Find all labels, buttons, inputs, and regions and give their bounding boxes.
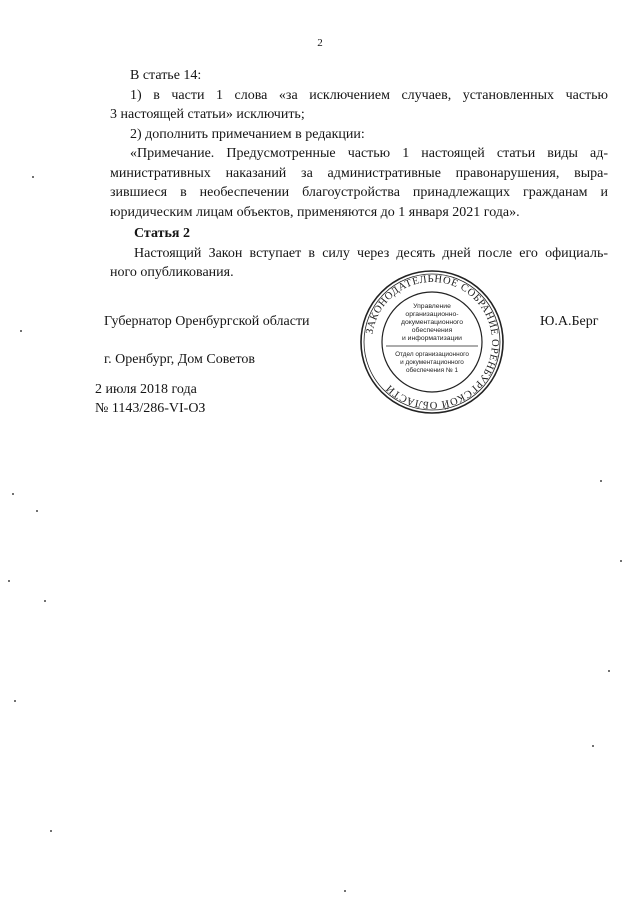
scan-speck	[600, 480, 602, 482]
stamp-inner-bottom-1: и документационного	[400, 359, 464, 366]
article14-note-line2: министративных наказаний за административные правонарушения, выра-	[110, 165, 608, 181]
article14-note-line3: зившиеся в необеспечении благоустройства принадлежащих гражданам и	[110, 185, 608, 200]
article14-note-line4: юридическим лицам объектов, применяются до 1 января 2021 года».	[110, 204, 520, 220]
stamp-inner-top-0: Управление	[413, 303, 451, 310]
official-stamp	[358, 268, 506, 416]
scan-speck	[12, 493, 14, 495]
stamp-outer-text: ЗАКОНОДАТЕЛЬНОЕ СОБРАНИЕ ОРЕНБУРГСКОЙ ОБЛАСТИ	[364, 273, 501, 411]
article2-title: Статья 2	[134, 226, 190, 241]
scan-speck	[50, 830, 52, 832]
stamp-seal-icon	[358, 268, 506, 416]
article14-item1-line1: 1) в части 1 слова «за исключением случаев, установленных частью	[130, 87, 608, 103]
article2-line2: ного опубликования.	[110, 265, 234, 280]
article14-note-line1: «Примечание. Предусмотренные частью 1 настоящей статьи виды ад-	[130, 146, 608, 161]
signing-place: г. Оренбург, Дом Советов	[104, 352, 255, 367]
scan-speck	[620, 560, 622, 562]
governor-name: Ю.А.Берг	[540, 314, 599, 329]
scan-speck	[8, 580, 10, 582]
scan-speck	[608, 670, 610, 672]
article14-item1-line2: 3 настоящей статьи» исключить;	[110, 107, 305, 122]
stamp-inner-top-3: обеспечения	[411, 327, 453, 334]
scan-speck	[20, 330, 22, 332]
stamp-inner-top-1: организационно-	[405, 311, 459, 318]
scan-speck	[592, 745, 594, 747]
article14-section	[110, 66, 608, 222]
scan-speck	[14, 700, 16, 702]
article2-line1: Настоящий Закон вступает в силу через десять дней после его официаль-	[134, 245, 608, 261]
article14-item2: 2) дополнить примечанием в редакции:	[130, 126, 365, 142]
page-number: 2	[317, 37, 323, 49]
stamp-inner-bottom-2: обеспечения № 1	[405, 367, 459, 374]
stamp-inner-bottom-0: Отдел организационного	[395, 351, 469, 358]
scan-speck	[36, 510, 38, 512]
law-number: № 1143/286-VI-ОЗ	[95, 401, 206, 416]
scan-speck	[44, 600, 46, 602]
stamp-inner-top-2: документационного	[400, 319, 464, 326]
stamp-inner-top-4: и информатизации	[402, 335, 462, 342]
signing-date: 2 июля 2018 года	[95, 382, 197, 397]
article14-heading: В статье 14:	[130, 68, 202, 83]
scan-speck	[32, 176, 34, 178]
scan-speck	[344, 890, 346, 892]
governor-position: Губернатор Оренбургской области	[104, 314, 310, 329]
svg-text:ЗАКОНОДАТЕЛЬНОЕ СОБРАНИЕ ОРЕНБ	[365, 274, 501, 410]
